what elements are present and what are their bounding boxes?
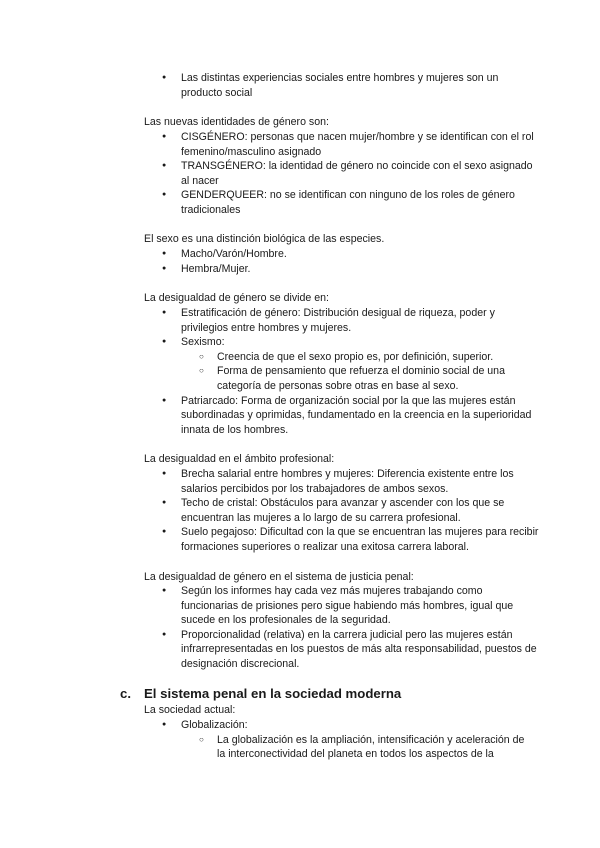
section-c-list (0, 718, 600, 762)
list-item: ● Sexismo: (0, 335, 541, 350)
list-item: ● Proporcionalidad (relativa) en la carrera judicial pero las mujeres están infrarrepresentadas en los puestos de más alta responsabilidad, puestos de designación discrecional. (0, 628, 541, 672)
list-item: ● Brecha salarial entre hombres y mujeres: Diferencia existente entre los salarios percibidos por los trabajadores de ambos sexos. (0, 467, 541, 496)
list-item: ● Hembra/Mujer. (0, 262, 541, 277)
sub-list-item: ○ Creencia de que el sexo propio es, por definición, superior. (0, 350, 532, 365)
list-item: ● Globalización: (0, 718, 541, 733)
identidades-title: Las nuevas identidades de género son: (144, 116, 329, 128)
sexo-list (0, 247, 600, 276)
desigualdad-title: La desigualdad de género se divide en: (144, 292, 329, 304)
list-item: ● Las distintas experiencias sociales entre hombres y mujeres son un producto social (0, 71, 541, 100)
sub-list-item: ○ La globalización es la ampliación, intensificación y aceleración de la interconectividad del planeta en todos los aspectos de la (0, 733, 532, 762)
list-item: ● Macho/Varón/Hombre. (0, 247, 541, 262)
intro-list (0, 71, 600, 100)
sexo-title: El sexo es una distinción biológica de las especies. (144, 233, 385, 245)
list-item: ● Según los informes hay cada vez más mujeres trabajando como funcionarias de prisiones pero sigue habiendo más hombres, igual que sucede en los profesionales de la seguridad. (0, 584, 541, 628)
section-subtitle: La sociedad actual: (144, 704, 236, 716)
list-item: ● Estratificación de género: Distribución desigual de riqueza, poder y privilegios entre hombres y mujeres. (0, 306, 541, 335)
section-letter: c. (120, 686, 131, 701)
profesional-list (0, 467, 600, 555)
section-title: El sistema penal en la sociedad moderna (144, 686, 402, 701)
list-item: ● TRANSGÉNERO: la identidad de género no coincide con el sexo asignado al nacer (0, 159, 541, 188)
section-heading (120, 686, 401, 702)
desigualdad-list (0, 306, 600, 437)
list-item: ● GENDERQUEER: no se identifican con ninguno de los roles de género tradicionales (0, 188, 541, 217)
justicia-title: La desigualdad de género en el sistema de justicia penal: (144, 571, 414, 583)
justicia-list (0, 584, 600, 672)
list-item: ● Patriarcado: Forma de organización social por la que las mujeres están subordinadas y oprimidas, fundamentado en la creencia en la superioridad innata de los hombres. (0, 394, 541, 438)
list-item: ● Suelo pegajoso: Dificultad con la que se encuentran las mujeres para recibir formaciones superiores o realizar una exitosa carrera laboral. (0, 525, 541, 554)
profesional-title: La desigualdad en el ámbito profesional: (144, 453, 335, 465)
identidades-list (0, 130, 600, 218)
list-item: ● Techo de cristal: Obstáculos para avanzar y ascender con los que se encuentran las mujeres a lo largo de su carrera profesional. (0, 496, 541, 525)
list-item: ● CISGÉNERO: personas que nacen mujer/hombre y se identifican con el rol femenino/masculino asignado (0, 130, 541, 159)
sub-list-item: ○ Forma de pensamiento que refuerza el dominio social de una categoría de personas sobre otras en base al sexo. (0, 364, 532, 393)
